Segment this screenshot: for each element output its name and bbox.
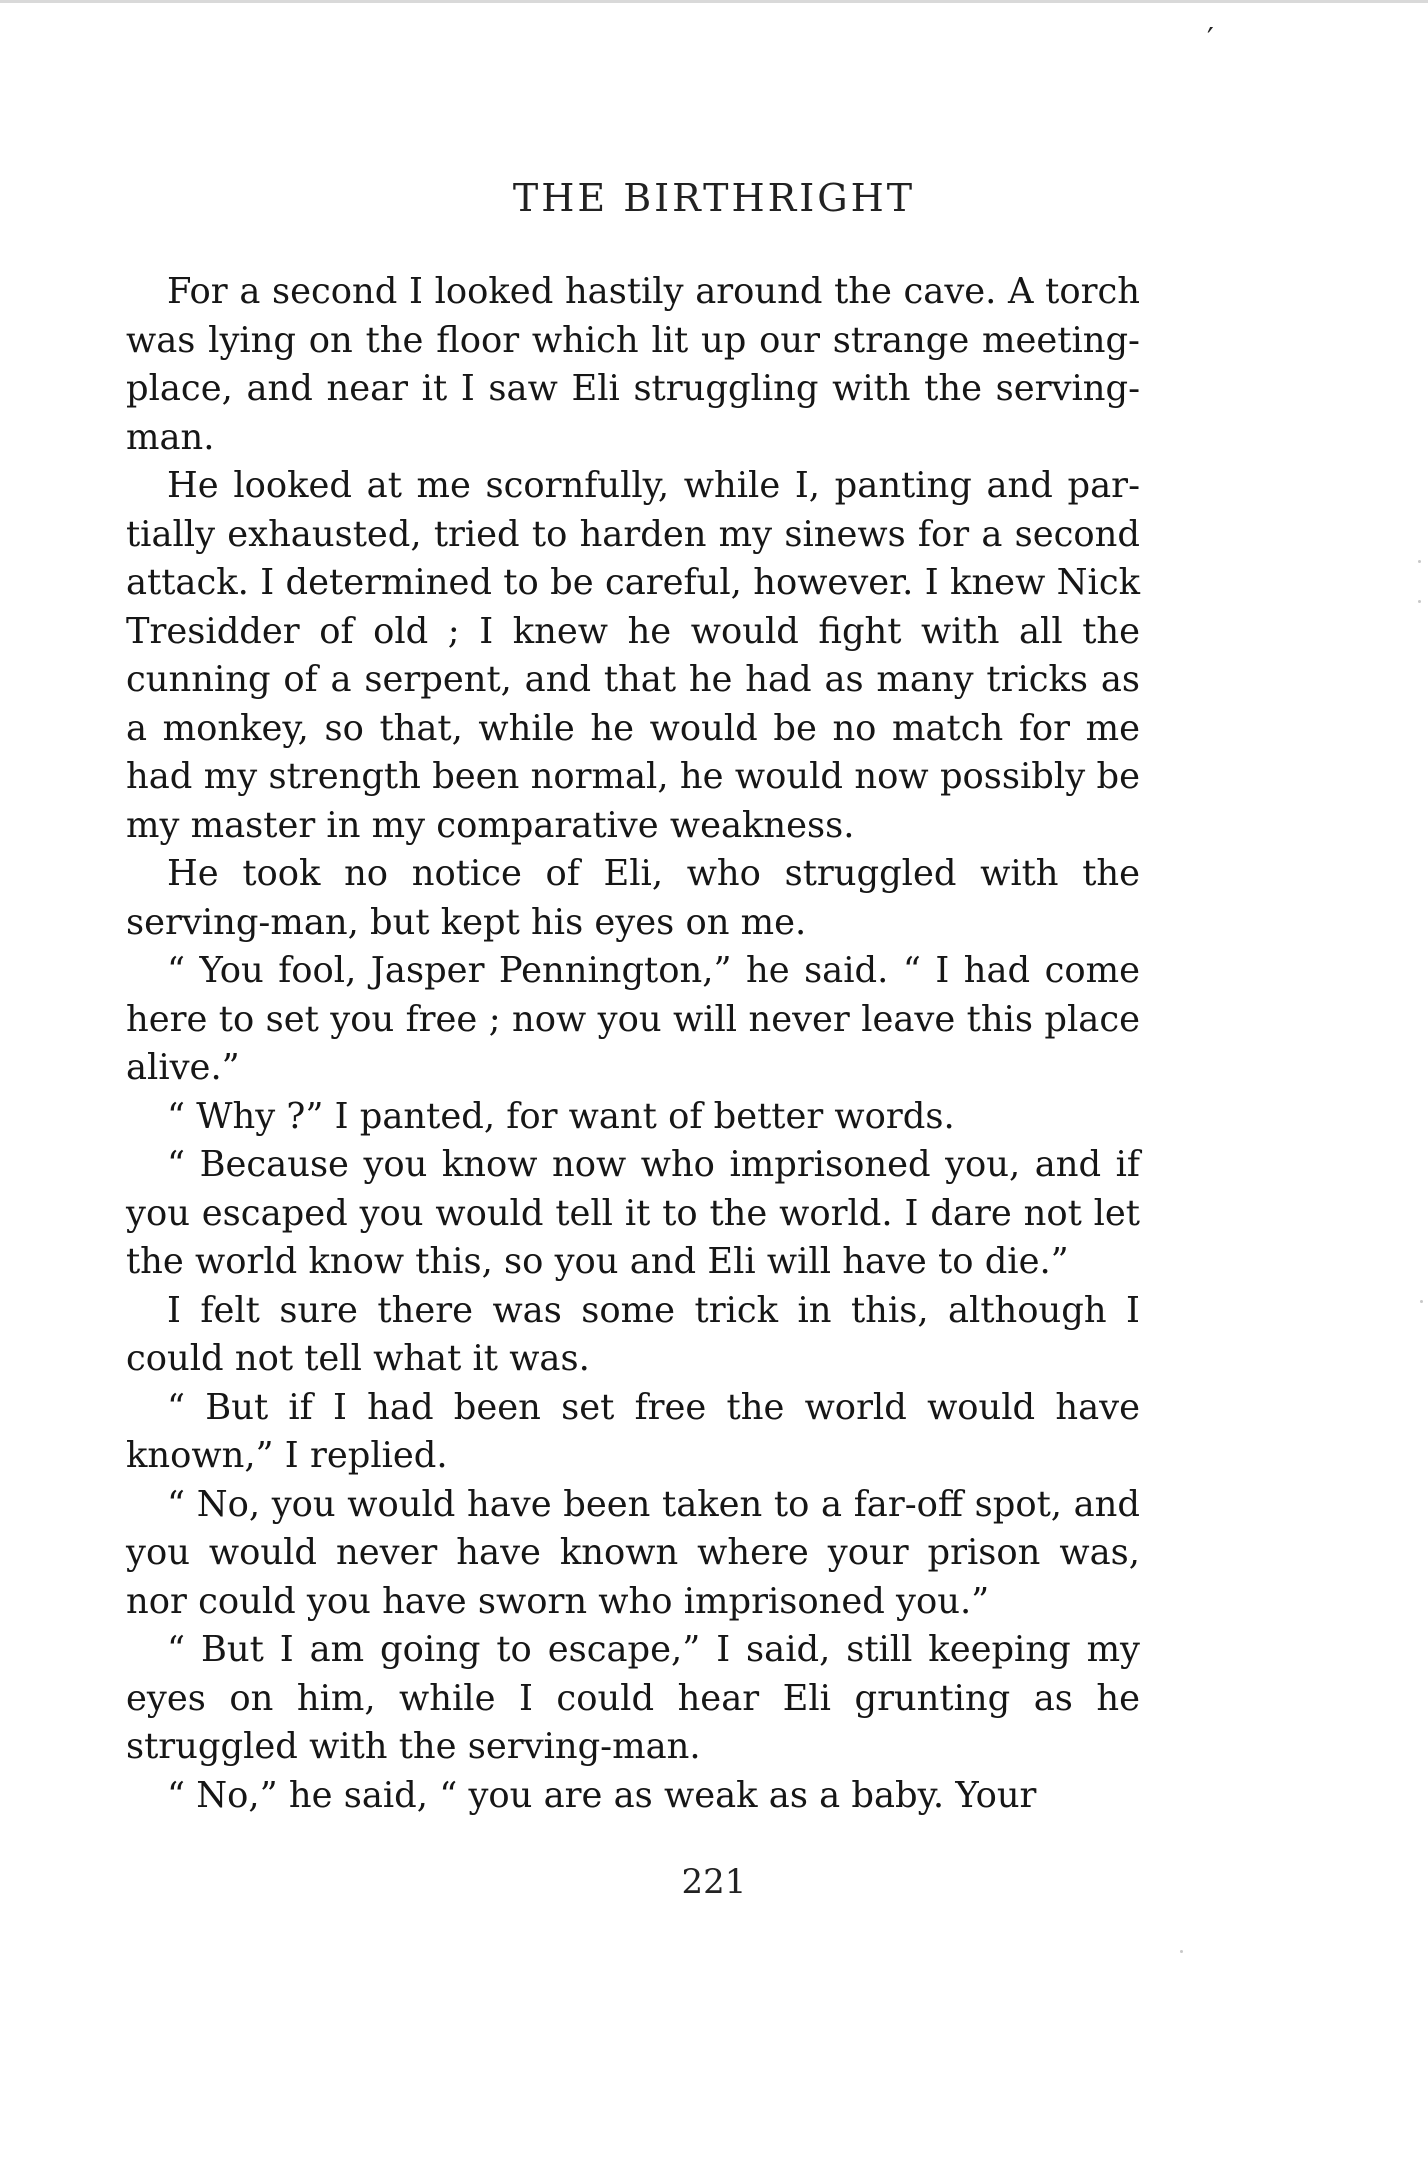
paragraph: “ Why ?” I panted, for want of better words. [167,1095,955,1137]
scan-speck [1180,1950,1183,1953]
scan-speck [1420,1300,1423,1303]
paragraph: “ No,” he said, “ you are as weak as a baby. Your [167,1774,1037,1816]
paragraph: “ But if I had been set free the world would have known,” I replied. [126,1386,1140,1476]
paragraph: “ Because you know now who imprisoned you, and if you escaped you would tell it to the world. I dare not let the world know this, so you and Eli will have to die.” [126,1144,1140,1282]
ink-mark: ′ [1207,22,1214,57]
scan-speck [1418,600,1421,603]
paragraph: “ No, you would have been taken to a far-off spot, and you would never have known where your prison was, nor could you have sworn who imprisoned you.” [126,1483,1140,1622]
paragraph: He took no notice of Eli, who struggled with the serving-man, but kept his eyes on me. [126,853,1140,943]
page-number: 221 [681,1862,747,1902]
paragraph: “ But I am going to escape,” I said, still keeping my eyes on him, while I could hear Eli grunting as he struggled with the serving-man. [126,1629,1140,1767]
paragraph: For a second I looked hastily around the cave. A torch was lying on the floor which lit up our strange meeting-place, and near it I saw Eli struggling with the serving-man. [126,271,1140,458]
body-text [126,268,1140,1820]
paragraph: He looked at me scornfully, while I, panting and partially exhausted, tried to harden my sinews for a second attack. I determined to be careful, however. I knew Nick Tresidder of old ; I knew he would fight with all the cunning of a serpent, and that he had as many tricks as a monkey, so that, while he would be no match for me had my strength been normal, he would now possibly be my master in my comparative weakness. [126,465,1140,846]
paragraph: I felt sure there was some trick in this, although I could not tell what it was. [126,1289,1140,1379]
scan-top-edge [0,0,1428,3]
paragraph: “ You fool, Jasper Pennington,” he said. “ I had come here to set you free ; now you will never leave this place alive.” [126,950,1140,1088]
running-head: THE BIRTHRIGHT [512,176,916,220]
scan-speck [1418,560,1421,563]
